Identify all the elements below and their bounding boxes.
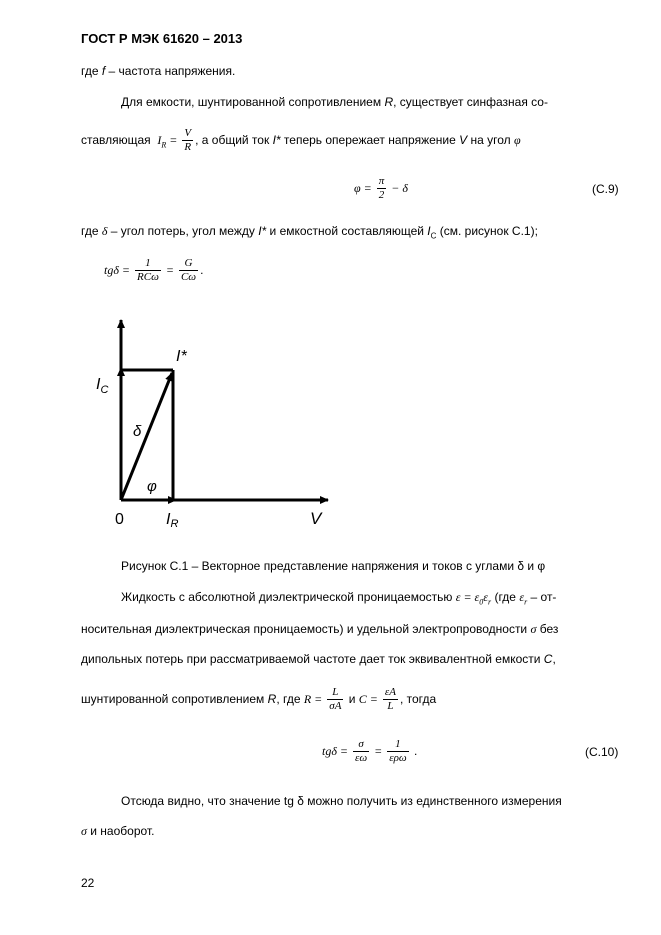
text: без [536,622,559,636]
text: Жидкость с абсолютной диэлектрической проницаемостью [121,590,456,604]
denominator: Cω [180,271,197,284]
paragraph-2-line-2 [81,622,558,636]
text: шунтированной сопротивлением [81,692,268,706]
text: на угол [467,133,514,147]
C-lhs: C = [358,692,381,706]
var-Istar: I* [272,133,281,147]
numerator: εA [384,686,396,699]
lhs: tgδ = [104,263,134,277]
label-Ic-main: I [96,376,101,393]
numerator: G [179,257,198,271]
period: . [410,744,418,758]
text: где [81,224,102,238]
label-delta: δ [133,423,142,440]
text: и емкостной составляющей [266,224,428,238]
text: Для емкости, шунтированной сопротивлением [121,95,385,109]
var-C: C [543,652,553,666]
denominator: L [387,700,394,713]
var-f: f [101,64,106,78]
lhs: φ = [354,181,375,195]
equation-label-c9: (C.9) [592,182,619,196]
denominator: εω [355,752,368,765]
equation-tg-delta [104,255,203,285]
text: теперь опережает напряжение [280,133,460,147]
period: . [200,263,204,277]
equals: = [162,263,177,277]
var-Istar: I* [258,224,267,238]
label-zero: 0 [115,511,124,528]
var-delta: δ [101,224,108,238]
fraction-sigma-over-epsw [353,738,369,765]
denominator: 2 [378,189,385,202]
fraction-V-over-R [182,127,193,154]
vector-diagram [90,310,350,535]
text-line-frequency [81,64,235,78]
numerator: 1 [135,257,161,271]
R-lhs: R = [303,692,326,706]
paragraph-3-line-1: Отсюда видно, что значение tg δ можно получить из единственного измерения [121,794,562,808]
var-eps-r: ε [483,590,489,604]
text: и [345,692,359,706]
numerator: σ [353,738,369,752]
text: где [81,64,102,78]
sub-r: r [524,597,528,607]
text: (где [491,590,520,604]
paragraph-1-line-1 [121,95,548,109]
fraction-pi-over-2 [377,175,387,202]
text: , существует синфазная со- [393,95,548,109]
var-I: I [157,133,162,147]
equation-c9 [354,174,408,202]
text: (см. рисунок С.1); [436,224,538,238]
var-sigma: σ [81,824,87,838]
paragraph-2-line-1 [121,590,556,609]
numerator: 1 [387,738,408,752]
text: и наоборот. [86,824,155,838]
sub-C: C [430,231,437,241]
text: ставляющая [81,133,151,147]
fraction-G-over-Cw [179,257,198,284]
figure-caption: Рисунок С.1 – Векторное представление напряжения и токов с углами δ и φ [121,559,546,573]
sub-0: 0 [479,597,484,607]
text: – угол потерь, угол между [107,224,259,238]
label-Istar: I* [176,348,187,365]
denominator: σA [329,700,342,713]
label-IR [166,511,178,530]
label-Ic-sub: C [100,384,109,396]
fraction-L-over-sigmaA [327,686,343,713]
fraction-1-over-RCw [135,257,161,284]
text: носительная диэлектрическая проницаемость) и удельной электропроводности [81,622,531,636]
numerator: V [184,127,192,140]
rhs: − δ [388,181,408,195]
denominator: ερω [389,752,407,765]
var-R: R [384,95,394,109]
formula-IR [157,133,181,150]
text: дипольных потерь при рассматриваемой частоте дает ток эквивалентной емкости [81,652,544,666]
label-V: V [310,509,322,528]
var-sigma: σ [530,622,537,636]
lhs: tgδ = [322,744,352,758]
paragraph-2-line-3 [81,652,556,666]
text: , а общий ток [195,133,273,147]
fraction-epsA-over-L [383,686,398,713]
text: , где [276,692,304,706]
equation-label-c10: (C.10) [585,745,619,759]
equals: = [166,133,181,147]
text: – от- [527,590,557,604]
numerator: L [327,686,343,700]
label-IR-main: I [166,511,171,528]
equation-c10 [322,734,417,768]
var-V: V [459,133,468,147]
text: , тогда [399,692,437,706]
text: – частота напряжения. [105,64,236,78]
equals: = [371,744,386,758]
text-line-delta [81,224,538,243]
sub-R: R [161,140,167,150]
label-Ic [96,376,108,396]
paragraph-1-line-2 [81,125,521,160]
text: , [552,652,556,666]
sub-r: r [488,597,492,607]
page-number: 22 [81,876,95,890]
var-R: R [267,692,277,706]
document-header: ГОСТ Р МЭК 61620 – 2013 [81,31,243,46]
label-phi: φ [147,478,157,495]
denominator: RCω [137,271,159,284]
paragraph-3-line-2 [81,824,154,838]
numerator: π [378,175,385,188]
var-phi: φ [513,133,521,147]
paragraph-2-line-4 [81,684,436,714]
fraction-1-over-eprw [387,738,408,765]
var-eps: ε = ε [455,590,480,604]
label-IR-sub: R [170,518,179,530]
var-Ic: I [427,224,431,238]
denominator: R [184,141,192,154]
var-er: ε [519,590,525,604]
